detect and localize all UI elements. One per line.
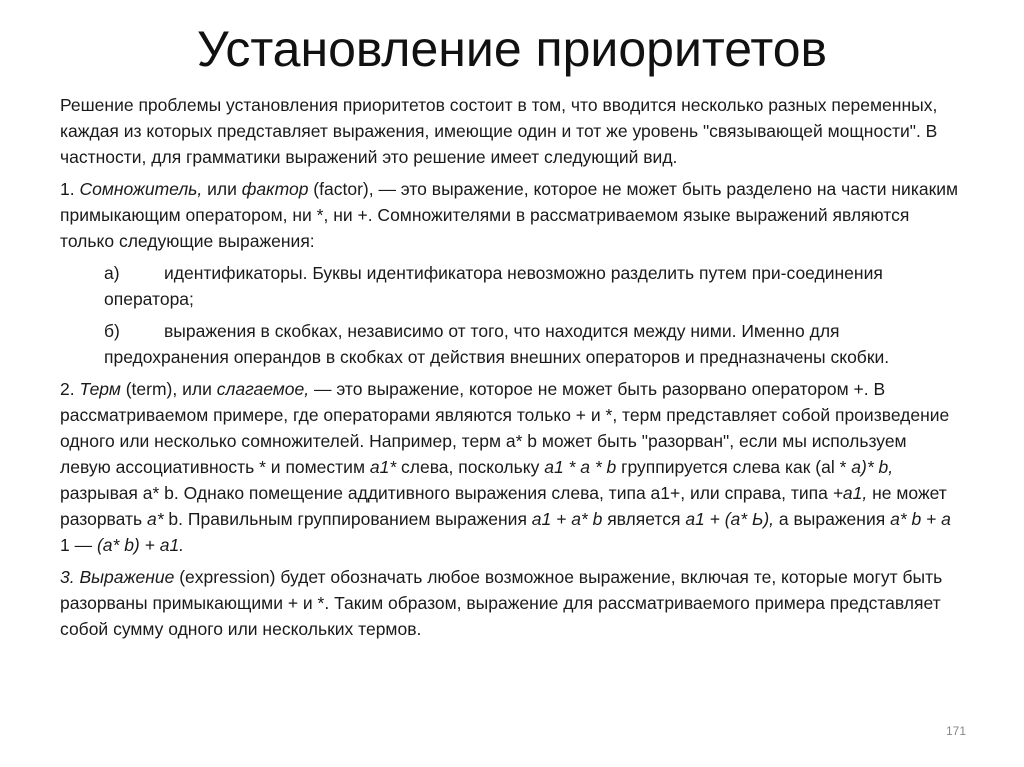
formula: +a1, <box>832 483 868 503</box>
text-fragment: (term), или <box>120 379 217 399</box>
sub-item-text: выражения в скобках, независимо от того, что находится между ними. Именно для предохранения операндов в скобках от действия внешних операторов и предназначены скобки. <box>104 321 890 367</box>
item-number: 1. <box>60 179 80 199</box>
sub-item-label: а) <box>104 263 120 283</box>
text-fragment: b. Правильным группированием выражения <box>163 509 532 529</box>
text-fragment: — это выражение, которое не может быть разорвано оператором +. В рассматриваемом примере, где операторами являются только + и *, терм представляет собой произведение одного или несколько сомножителей. Например, терм а* b может быть "разорван", если мы используем левую ассоциативность * и поместим <box>60 379 950 477</box>
term-paragraph <box>60 376 960 558</box>
text-fragment: является <box>602 509 686 529</box>
slide-title: Установление приоритетов <box>196 21 828 77</box>
text-fragment: 1 — <box>60 535 97 555</box>
intro-paragraph: Решение проблемы установления приоритетов состоит в том, что вводится несколько разных переменных, каждая из которых представляет выражения, имеющие один и тот же уровень "связывающей мощности". В частности, для грамматики выражений это решение имеет следующий вид. <box>60 95 938 167</box>
text-fragment: (factor), — это выражение, которое не может быть разделено на части никаким примыкающим оператором, ни *, ни +. Сомножителями в рассматриваемом языке выражений являются только следующие выражения: <box>60 179 959 251</box>
term-term: Терм <box>79 379 121 399</box>
term-factor-alt: фактор <box>241 179 309 199</box>
formula: (a* b) + a1. <box>96 535 185 555</box>
formula: a1 * a * b <box>544 457 617 477</box>
sub-item-b <box>104 318 960 370</box>
formula: a* b + a <box>890 509 951 529</box>
formula: a* <box>147 509 164 529</box>
expression-paragraph <box>60 564 960 642</box>
text-fragment: (expression) будет обозначать любое возможное выражение, включая те, которые могут быть разорваны примыкающими + и *. Таким образом, выражение для рассматриваемого примера представляет собой сумму одного или нескольких термов. <box>60 567 943 639</box>
sub-item-text: идентификаторы. Буквы идентификатора невозможно разделить путем при-соединения оператора; <box>104 263 883 309</box>
term-factor: Сомножитель, <box>79 179 203 199</box>
sub-item-label: б) <box>104 321 120 341</box>
text-fragment: группируется слева как (al * <box>616 457 852 477</box>
formula: a1 + a* b <box>531 509 603 529</box>
slide-number: 171 <box>945 724 966 738</box>
formula: a)* b, <box>851 457 894 477</box>
formula: a1 + (a* Ь), <box>685 509 775 529</box>
factor-paragraph <box>60 176 960 254</box>
slide-body <box>60 92 960 648</box>
text-fragment: разрывая а* b. Однако помещение аддитивного выражения слева, типа а1+, или справа, типа <box>60 483 833 503</box>
item-number: 2. <box>60 379 80 399</box>
sub-item-a <box>104 260 960 312</box>
text-fragment: или <box>202 179 242 199</box>
formula: a1* <box>369 457 397 477</box>
text-fragment: не может разорвать <box>60 483 947 529</box>
term-summand: слагаемое, <box>216 379 310 399</box>
text-fragment: а выражения <box>774 509 891 529</box>
text-fragment: слева, поскольку <box>396 457 545 477</box>
term-expression: 3. Выражение <box>60 567 175 587</box>
